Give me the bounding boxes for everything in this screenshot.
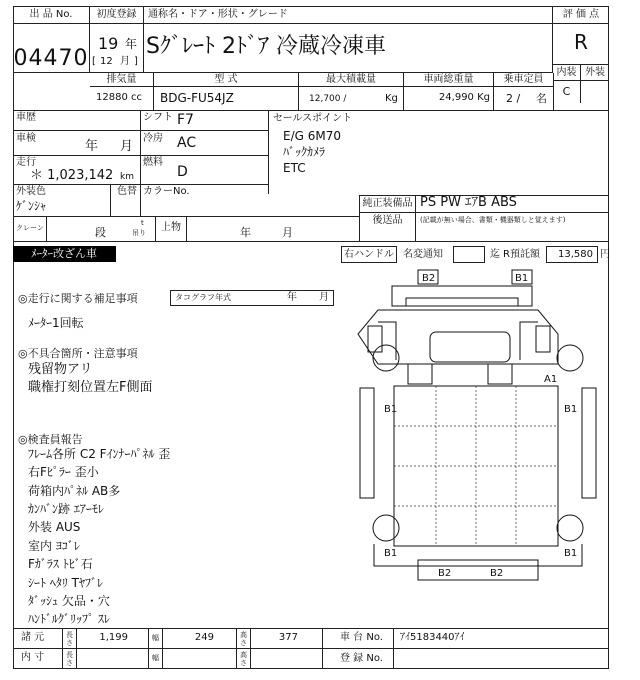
inspector-line: ﾀﾞｯｼｭ 欠品・穴 xyxy=(28,594,110,608)
diagram-mirror-right xyxy=(536,326,550,352)
inspector-line: 右Fﾋﾟﾗｰ 歪小 xyxy=(28,465,99,479)
name-change-label: 名変通知 xyxy=(403,249,443,260)
equipment-month: 月 xyxy=(282,226,293,239)
diagram-body-rear xyxy=(418,560,538,580)
reg-month-unit: 月 xyxy=(120,56,130,67)
color-no2-label: カラーNo. xyxy=(140,185,268,217)
color-no-label: 色替 xyxy=(110,185,140,217)
aftermarket-note: (記載が無い場合、書類・機器類しと覚えます) xyxy=(420,216,566,224)
length-label xyxy=(63,629,77,648)
diagram-vent-left xyxy=(408,364,432,384)
shift-cell xyxy=(140,110,268,131)
crane-bottom xyxy=(13,241,609,242)
capacity-unit: 名 xyxy=(536,92,547,105)
crane-ton-top: t xyxy=(141,219,144,227)
mileage-label: 走行 xyxy=(16,157,36,168)
meter-tamper-band: ﾒｰﾀｰ改ざん車 xyxy=(13,246,116,262)
defect-line-1: 残留物アリ xyxy=(28,362,93,377)
mark-b2-top: B2 xyxy=(422,273,436,284)
fuel-value: D xyxy=(177,164,188,180)
sales-box xyxy=(268,110,609,194)
height-value: 377 xyxy=(251,629,323,648)
defect-title: ◎不具合箇所・注意事項 xyxy=(18,347,138,360)
color-value: ｹﾞﾝｼｬ xyxy=(16,199,47,213)
diagram-windshield xyxy=(430,332,510,362)
inspector-line: Fｶﾞﾗｽ ﾄﾋﾞ石 xyxy=(28,557,93,571)
ac-cell xyxy=(140,131,268,156)
inner-height-label xyxy=(237,649,251,669)
mark-b1-left: B1 xyxy=(384,404,398,415)
deadline-label: 迄 xyxy=(490,249,500,260)
mark-b2-bottom-right: B2 xyxy=(490,568,504,579)
width-value: 249 xyxy=(163,629,237,648)
history-bottom xyxy=(13,130,140,131)
rating-value: R xyxy=(574,30,588,54)
fuel-label: 燃料 xyxy=(143,157,163,168)
max-load-unit: Kg xyxy=(385,93,398,104)
rating-divider xyxy=(553,73,554,111)
name-change-box xyxy=(453,246,485,263)
mark-b1-right: B1 xyxy=(564,404,578,415)
rating-label: 評 価 点 xyxy=(553,6,609,24)
diagram-side-left xyxy=(360,388,374,498)
defect-line-2: 職権打刻位置左F側面 xyxy=(28,380,153,395)
sales-line-2: ﾊﾞｯｸｶﾒﾗ xyxy=(283,145,326,159)
gross-weight-label: 車両総重量 xyxy=(404,73,494,87)
inspection-month: 月 xyxy=(120,139,134,154)
tachograph-year: 年 xyxy=(287,292,297,303)
diagram-cab-top-rect xyxy=(392,286,532,306)
equipment-year: 年 xyxy=(240,226,251,239)
recycle-unit: 円 xyxy=(600,249,610,260)
crane-stage: 段 xyxy=(95,226,106,239)
tachograph-box xyxy=(170,290,334,306)
reg-month-close: ] xyxy=(134,56,138,67)
reg-month: 12 xyxy=(100,56,113,67)
width-label: 幅 xyxy=(149,629,163,648)
mark-b2-bottom-left: B2 xyxy=(438,568,452,579)
gross-weight-value: 24,990 Kg xyxy=(404,87,494,110)
truck-damage-diagram xyxy=(338,264,610,630)
shift-value: F7 xyxy=(177,112,194,128)
capacity-value: 2 / xyxy=(506,92,521,105)
inner-length-2: さ xyxy=(66,659,73,667)
length-value: 1,199 xyxy=(77,629,149,648)
height-label-2: さ xyxy=(240,639,247,647)
max-load-value: 12,700 / xyxy=(309,94,347,104)
length-label-2: さ xyxy=(66,639,73,647)
inspector-title: ◎検査員報告 xyxy=(18,433,83,446)
max-load-cell xyxy=(299,87,404,110)
diagram-side-right xyxy=(582,388,596,498)
inner-height-2: さ xyxy=(240,659,247,667)
ac-value: AC xyxy=(177,135,197,151)
inner-width-value xyxy=(163,649,237,669)
inner-width-label: 幅 xyxy=(149,649,163,669)
model-label: 型 式 xyxy=(154,73,299,87)
capacity-cell xyxy=(494,87,553,110)
mileage-value: ＊ 1,023,142 xyxy=(30,168,114,183)
length-label-1: 長 xyxy=(66,631,73,639)
history-label: 車歴 xyxy=(16,112,36,123)
inspector-line: ﾊﾝﾄﾞﾙｸﾞﾘｯﾌﾟ ｽﾚ xyxy=(28,612,110,626)
driving-line: ﾒｰﾀｰ1回転 xyxy=(28,316,84,330)
inspector-line: 外装 AUS xyxy=(28,520,81,534)
crane-ton-bottom: 吊り xyxy=(132,229,146,237)
tachograph-month: 月 xyxy=(319,292,329,303)
inspector-line: ｶﾝﾊﾞﾝ跡 ｴｱｰﾓﾚ xyxy=(28,502,104,516)
inner-length-1: 長 xyxy=(66,651,73,659)
chassis-value: ｱｲ5183440ｱｲ xyxy=(393,629,609,648)
diagram-cab-outline xyxy=(358,310,558,364)
genuine-value: PS PW ｴｱB ABS xyxy=(416,195,609,213)
sales-line-1: E/G 6M70 xyxy=(283,129,341,143)
mileage-unit: km xyxy=(120,172,134,182)
diagram-cab-top-inner xyxy=(406,298,518,306)
crane-label: クレーン xyxy=(13,217,47,241)
sales-label: セールスポイント xyxy=(273,113,353,124)
color-label: 外装色 xyxy=(16,186,46,197)
diagram-vent-right xyxy=(488,364,512,384)
inspector-line: ｼｰﾄ ﾍﾀﾘ Tﾔﾌﾞﾚ xyxy=(28,576,103,590)
mark-a1-right: A1 xyxy=(544,374,558,385)
interior-label: 内装 xyxy=(553,64,581,81)
diagram-wheel-rr xyxy=(557,515,583,541)
ac-label: 冷房 xyxy=(143,133,163,144)
inspection-bottom xyxy=(13,155,140,156)
mark-b1-right-low: B1 xyxy=(564,548,578,559)
inner-length-value xyxy=(77,649,149,669)
reg-month-open: [ xyxy=(92,56,96,67)
inner-height-1: 高 xyxy=(240,651,247,659)
lot-number: 04470 xyxy=(13,24,90,72)
recycle-label: R預託額 xyxy=(503,249,540,260)
model-value: BDG-FU54JZ xyxy=(154,87,299,110)
genuine-label: 純正装備品 xyxy=(359,195,416,213)
inspector-line: ﾌﾚｰﾑ各所 C2 Fｲﾝﾅｰﾊﾟﾈﾙ 歪 xyxy=(28,447,171,461)
inspector-line: 室内 ﾖｺﾞﾚ xyxy=(28,539,80,553)
sales-line-3: ETC xyxy=(283,161,306,175)
shift-label: シフト xyxy=(143,112,173,123)
diagram-wheel-fr xyxy=(557,345,583,371)
mark-b1-left-low: B1 xyxy=(384,548,398,559)
reg-year: 19 xyxy=(98,34,119,53)
capacity-label: 乗車定員 xyxy=(494,73,553,87)
lot-label: 出 品 No. xyxy=(13,6,90,24)
equipment-label: 上物 xyxy=(155,217,187,241)
diagram-cab-front xyxy=(378,322,538,360)
inner-length-label xyxy=(63,649,77,669)
chassis-label: 車 台 No. xyxy=(340,632,383,643)
exterior-label: 外装 xyxy=(581,64,609,81)
inner-height-value xyxy=(251,649,323,669)
interior-value: C xyxy=(553,81,581,103)
height-label xyxy=(237,629,251,648)
inspection-label: 車検 xyxy=(16,133,36,144)
diagram-rear-outline xyxy=(374,544,582,566)
displacement-label: 排気量 xyxy=(90,73,154,87)
reg-value xyxy=(393,649,609,669)
car-name: Sｸﾞﾚｰﾄ 2ﾄﾞｱ 冷蔵冷凍車 xyxy=(144,24,553,72)
inner-label: 内 寸 xyxy=(13,649,63,669)
first-reg-label: 初度登録 xyxy=(90,6,144,24)
reg-year-unit: 年 xyxy=(125,37,138,51)
steering-box: 右ハンドル xyxy=(341,246,397,263)
reg-label: 登 録 No. xyxy=(340,653,383,664)
first-reg-cell xyxy=(90,24,144,72)
diagram-wheel-rl xyxy=(373,515,399,541)
driving-title: ◎走行に関する補足事項 xyxy=(18,292,138,305)
max-load-label: 最大積載量 xyxy=(299,73,404,87)
exterior-value xyxy=(581,81,609,103)
dims-label: 諸 元 xyxy=(13,629,63,648)
tachograph-label: タコグラフ年式 xyxy=(175,293,231,302)
recycle-value: 13,580 xyxy=(546,246,598,263)
name-label: 通称名・ドア・形状・グレード xyxy=(144,6,553,24)
aftermarket-label: 後送品 xyxy=(359,213,416,241)
fuel-cell xyxy=(140,156,268,185)
diagram-mirror-left xyxy=(368,326,382,352)
inspection-year: 年 xyxy=(85,139,99,154)
mark-b1-top-right: B1 xyxy=(515,273,529,284)
displacement-value: 12880 cc xyxy=(90,87,154,110)
height-label-1: 高 xyxy=(240,631,247,639)
diagram-wheel-fl xyxy=(373,345,399,371)
inspector-line: 荷箱内ﾊﾟﾈﾙ AB多 xyxy=(28,484,121,498)
